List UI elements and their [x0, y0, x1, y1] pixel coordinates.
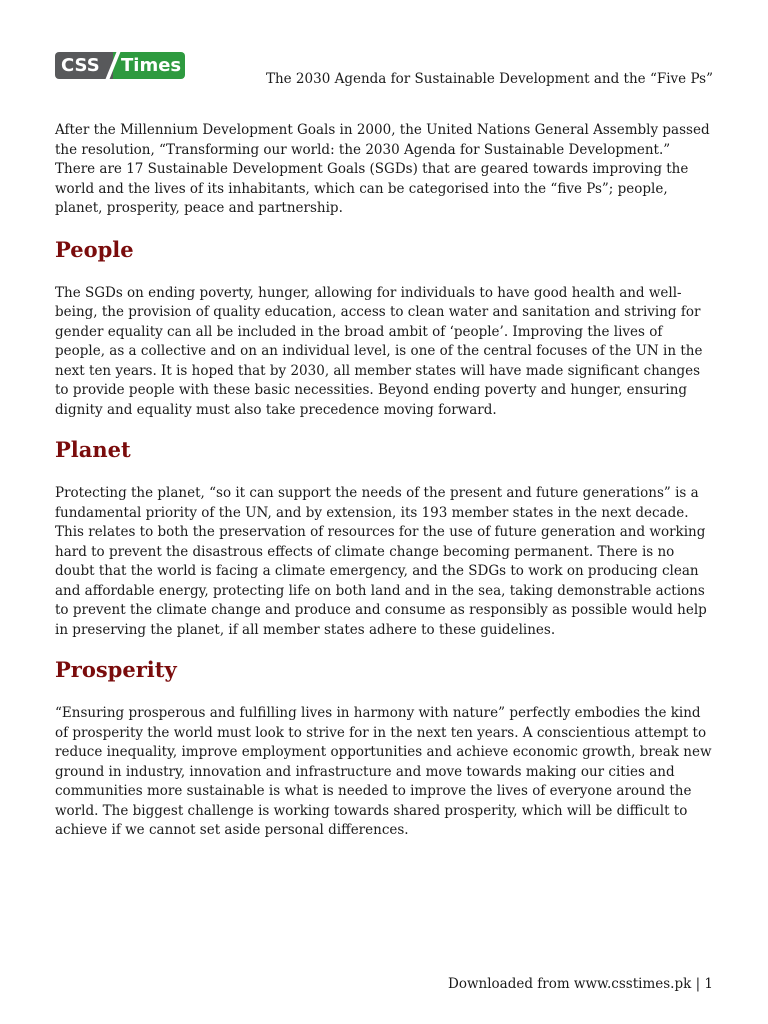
section-heading-prosperity: Prosperity [55, 657, 177, 682]
logo-right-text: Times [113, 52, 185, 79]
document-body [55, 121, 713, 857]
section-body-planet: Protecting the planet, “so it can support the needs of the present and future generations” is a fundamental priority of the UN, and by extension, its 193 member states in the next decade. This relates to both the preservation of resources for the use of future generation and working hard to prevent the disastrous effects of climate change becoming permanent. There is no doubt that the world is facing a climate emergency, and the SDGs to work on producing clean and affordable energy, protecting life on both land and in the sea, taking demonstrable actions to prevent the climate change and produce and consume as responsibly as possible would help in preserving the planet, if all member states adhere to these guidelines. [55, 485, 707, 638]
document-title: The 2030 Agenda for Sustainable Development and the “Five Ps” [265, 71, 713, 87]
page-footer: Downloaded from www.csstimes.pk | 1 [448, 976, 713, 992]
section-body-people: The SGDs on ending poverty, hunger, allowing for individuals to have good health and well-being, the provision of quality education, access to clean water and sanitation and striving for gender equality can all be included in the broad ambit of ‘people’. Improving the lives of people, as a collective and on an individual level, is one of the central focuses of the UN in the next ten years. It is hoped that by 2030, all member states will have made significant changes to provide people with these basic necessities. Beyond ending poverty and hunger, ensuring dignity and equality must also take precedence moving forward. [55, 284, 703, 418]
section-heading-planet: Planet [55, 437, 131, 462]
section-body-prosperity: “Ensuring prosperous and fulfilling lives in harmony with nature” perfectly embodies the kind of prosperity the world must look to strive for in the next ten years. A conscientious attempt to reduce inequality, improve employment opportunities and achieve economic growth, break new ground in industry, innovation and infrastructure and move towards making our cities and communities more sustainable is what is needed to improve the lives of everyone around the world. The biggest challenge is working towards shared prosperity, which will be difficult to achieve if we cannot set aside personal differences. [55, 705, 712, 838]
intro-paragraph: After the Millennium Development Goals in 2000, the United Nations General Assembly passed the resolution, “Transforming our world: the 2030 Agenda for Sustainable Development.” There are 17 Sustainable Development Goals (SGDs) that are geared towards improving the world and the lives of its inhabitants, which can be categorised into the “five Ps”; people, planet, prosperity, peace and partnership. [55, 122, 710, 216]
section-heading-people: People [55, 236, 134, 262]
csstimes-logo [55, 52, 185, 79]
logo-left-text: CSS [55, 52, 113, 79]
